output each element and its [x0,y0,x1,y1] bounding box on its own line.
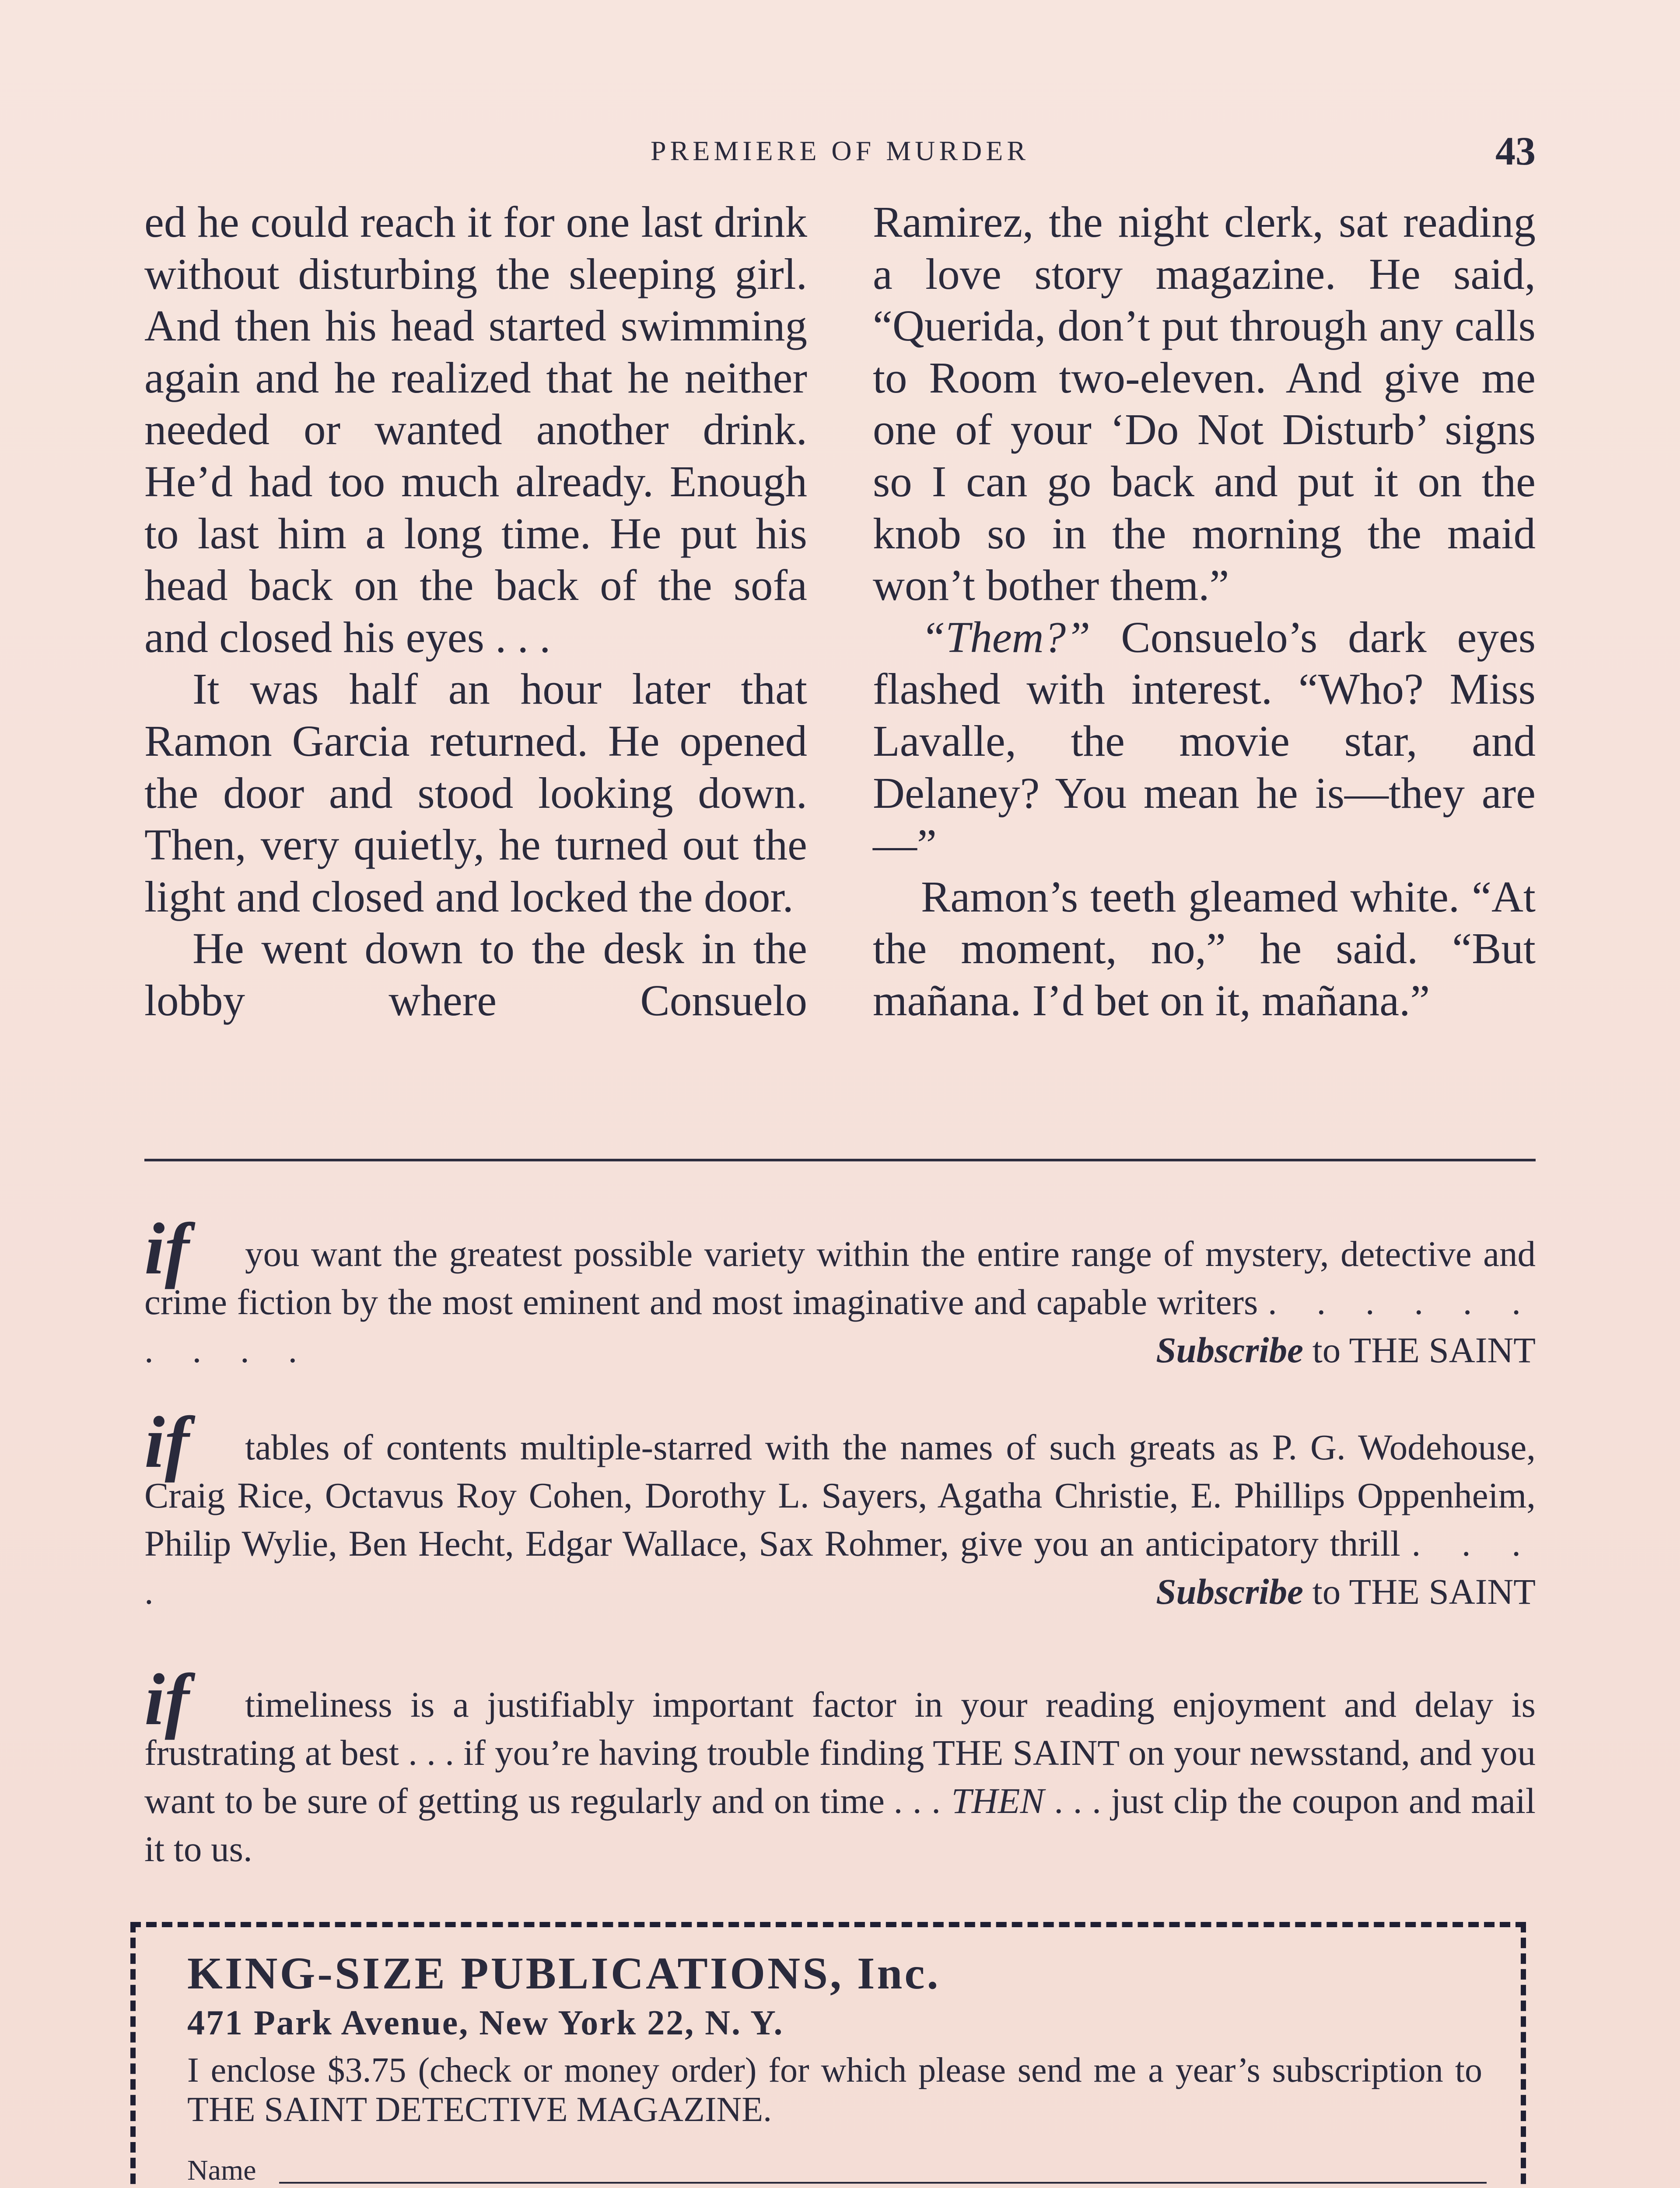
leader-dots: . . . . [144,1523,1536,1612]
if-heading: if [144,1402,189,1483]
cta-rest: to THE SAINT [1303,1330,1536,1370]
ad-paragraph: tables of contents multiple-starred with the names of such greats as P. G. Wodehouse, Craig Rice, Octavus Roy Cohen, Dorothy L. Sayers, Agatha Christie, E. Phillips Oppenheim, Philip Wylie, Ben Hecht, Edgar Wallace, Sax Rohmer, give you an anticipatory thrill [144,1427,1536,1564]
if-heading: if [144,1208,189,1290]
story-paragraph [873,611,1536,871]
ad-block-authors [144,1402,1536,1616]
story-column-right [873,196,1536,1027]
name-label: Name [187,2154,256,2186]
ad-text [144,1230,1536,1374]
publisher-name: KING-SIZE PUBLICATIONS, Inc. [187,1948,941,1999]
page-number: 43 [1495,129,1536,173]
story-paragraph: Ramirez, the night clerk, sat reading a love story magazine. He said, “Querida, don’t put through any calls to Room two-eleven. And give me one of your ‘Do Not Disturb’ signs so I can go back and put it on the knob so in the morning the maid won’t bother them.” [873,197,1536,610]
story-paragraph: ed he could reach it for one last drink without disturbing the sleeping girl. And then his head started swimming again and he realized that he neither needed or wanted another drink. He’d had too much already. Enough to last him a long time. He put his head back on the back of the sofa and closed his eyes . . . [144,197,807,662]
story-paragraph: It was half an hour later that Ramon Garcia returned. He opened the door and stood looking down. Then, very quietly, he turned out the light and closed and locked the door. [144,664,807,921]
subscribe-cta [1055,1326,1536,1374]
ad-text [144,1680,1536,1873]
ad-text [144,1423,1536,1616]
ad-block-timeliness [144,1659,1536,1873]
ad-block-variety [144,1208,1536,1374]
subscribe-word: Subscribe [1156,1330,1303,1370]
paragraph-text: Consuelo’s dark eyes flashed with interest. “Who? Miss Lavalle, the movie star, and Delaney? You mean he is—they are—” [873,612,1536,870]
subscription-coupon [130,1922,1526,2188]
name-field[interactable] [187,2147,1487,2188]
leader-dots: . . . . . . . . . . [144,1282,1536,1370]
name-line[interactable] [279,2182,1487,2184]
if-heading: if [144,1659,189,1740]
italic-quote: “Them?” [921,612,1091,662]
section-divider [144,1159,1536,1161]
story-body [144,196,1536,1141]
story-paragraph: Ramon’s teeth gleamed white. “At the moment, no,” he said. “But mañana. I’d bet on it, mañana.” [873,872,1536,1025]
ad-paragraph-end: . . . just clip the coupon and mail it to us. [144,1781,1536,1869]
coupon-instructions: I enclose $3.75 (check or money order) for which please send me a year’s subscription to THE SAINT DETECTIVE MAGAZINE. [187,2051,1482,2129]
cta-rest: to THE SAINT [1303,1571,1536,1612]
story-column-left [144,196,807,1027]
running-title: PREMIERE OF MURDER [650,135,1030,166]
subscribe-cta [1055,1567,1536,1616]
story-paragraph: He went down to the desk in the lobby where Consuelo [144,924,807,1025]
ad-paragraph: timeliness is a justifiably important factor in your reading enjoyment and delay is frustrating at best . . . if you’re having trouble finding THE SAINT on your newsstand, and you want to be sure of getting us regularly and on time [144,1684,1536,1821]
publisher-address: 471 Park Avenue, New York 22, N. Y. [187,2004,784,2042]
subscribe-word: Subscribe [1156,1571,1303,1612]
then-word: . . . THEN [894,1781,1044,1821]
ad-paragraph: you want the greatest possible variety within the entire range of mystery, detective and crime fiction by the most eminent and most imaginative and capable writers [144,1234,1536,1322]
running-head [144,131,1536,184]
